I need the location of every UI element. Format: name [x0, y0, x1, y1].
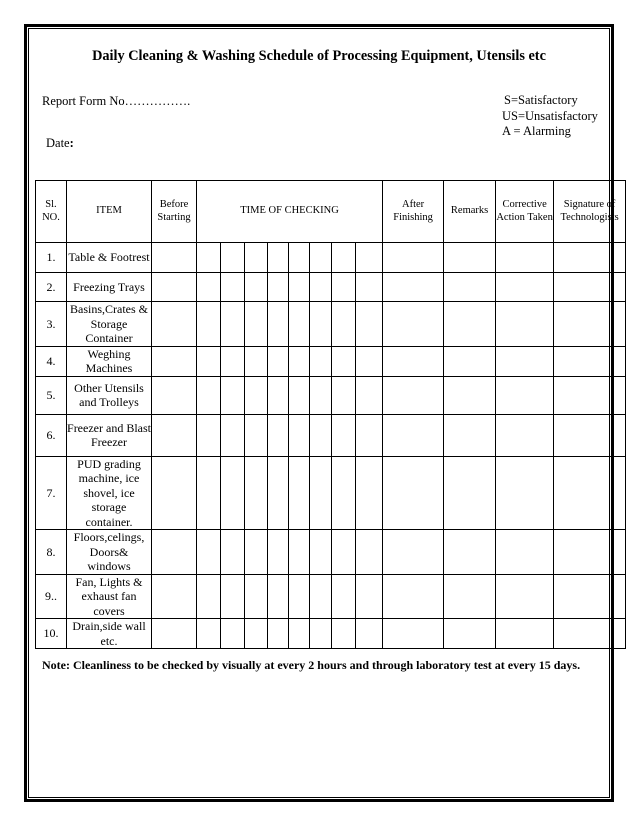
row-item: Other Utensils and Trolleys: [67, 376, 152, 414]
page-title: Daily Cleaning & Washing Schedule of Processing Equipment, Utensils etc: [92, 48, 546, 64]
time-cell[interactable]: [197, 414, 221, 456]
rating-legend: [502, 93, 598, 140]
time-cell[interactable]: [197, 376, 221, 414]
time-cell[interactable]: [268, 414, 289, 456]
time-cell[interactable]: [197, 243, 221, 273]
report-form-number: Report Form No…………….: [42, 94, 191, 108]
time-cell[interactable]: [245, 574, 268, 619]
time-cell[interactable]: [332, 619, 356, 649]
signature-cell[interactable]: [554, 574, 626, 619]
time-cell[interactable]: [197, 273, 221, 302]
corrective-cell[interactable]: [496, 243, 554, 273]
time-cell[interactable]: [356, 574, 383, 619]
time-cell[interactable]: [268, 619, 289, 649]
signature-cell[interactable]: [554, 619, 626, 649]
time-cell[interactable]: [221, 273, 245, 302]
corrective-cell[interactable]: [496, 414, 554, 456]
time-cell[interactable]: [332, 376, 356, 414]
time-cell[interactable]: [221, 376, 245, 414]
time-cell[interactable]: [310, 456, 332, 530]
row-item: Weghing Machines: [67, 346, 152, 376]
time-cell[interactable]: [197, 619, 221, 649]
corrective-cell[interactable]: [496, 530, 554, 575]
time-cell[interactable]: [221, 574, 245, 619]
remarks-cell[interactable]: [444, 302, 496, 347]
table-row: [36, 302, 626, 347]
before-cell[interactable]: [152, 243, 197, 273]
time-cell[interactable]: [197, 346, 221, 376]
time-cell[interactable]: [245, 302, 268, 347]
after-cell[interactable]: [383, 302, 444, 347]
row-item: Drain,side wall etc.: [67, 619, 152, 649]
after-cell[interactable]: [383, 243, 444, 273]
footer-note: Note: Cleanliness to be checked by visually at every 2 hours and through laboratory test at every 15 days.: [42, 658, 581, 672]
time-cell[interactable]: [268, 243, 289, 273]
time-cell[interactable]: [332, 414, 356, 456]
after-cell[interactable]: [383, 574, 444, 619]
time-cell[interactable]: [356, 619, 383, 649]
after-cell[interactable]: [383, 456, 444, 530]
time-cell[interactable]: [356, 530, 383, 575]
remarks-cell[interactable]: [444, 346, 496, 376]
time-cell[interactable]: [332, 346, 356, 376]
table-row: [36, 414, 626, 456]
time-cell[interactable]: [332, 456, 356, 530]
time-cell[interactable]: [356, 302, 383, 347]
table-row: [36, 619, 626, 649]
header-sl-no: Sl. NO.: [36, 181, 67, 243]
time-cell[interactable]: [310, 619, 332, 649]
time-cell[interactable]: [268, 530, 289, 575]
time-cell[interactable]: [245, 376, 268, 414]
time-cell[interactable]: [289, 530, 310, 575]
row-sl: 9..: [36, 574, 67, 619]
signature-cell[interactable]: [554, 376, 626, 414]
corrective-cell[interactable]: [496, 456, 554, 530]
time-cell[interactable]: [245, 456, 268, 530]
time-cell[interactable]: [332, 574, 356, 619]
before-cell[interactable]: [152, 619, 197, 649]
corrective-cell[interactable]: [496, 302, 554, 347]
row-item: Table & Footrest: [67, 243, 152, 273]
before-cell[interactable]: [152, 273, 197, 302]
after-cell[interactable]: [383, 530, 444, 575]
time-cell[interactable]: [245, 243, 268, 273]
before-cell[interactable]: [152, 376, 197, 414]
time-cell[interactable]: [310, 346, 332, 376]
time-cell[interactable]: [332, 273, 356, 302]
remarks-cell[interactable]: [444, 574, 496, 619]
remarks-cell[interactable]: [444, 456, 496, 530]
after-cell[interactable]: [383, 414, 444, 456]
time-cell[interactable]: [245, 619, 268, 649]
row-item: Basins,Crates & Storage Container: [67, 302, 152, 347]
time-cell[interactable]: [356, 273, 383, 302]
row-sl: 7.: [36, 456, 67, 530]
time-cell[interactable]: [289, 243, 310, 273]
after-cell[interactable]: [383, 273, 444, 302]
corrective-cell[interactable]: [496, 619, 554, 649]
before-cell[interactable]: [152, 346, 197, 376]
row-sl: 6.: [36, 414, 67, 456]
table-row: [36, 346, 626, 376]
time-cell[interactable]: [245, 414, 268, 456]
time-cell[interactable]: [197, 456, 221, 530]
remarks-cell[interactable]: [444, 414, 496, 456]
corrective-cell[interactable]: [496, 376, 554, 414]
time-cell[interactable]: [221, 243, 245, 273]
time-cell[interactable]: [289, 376, 310, 414]
header-item: ITEM: [67, 181, 152, 243]
row-sl: 3.: [36, 302, 67, 347]
time-cell[interactable]: [356, 376, 383, 414]
time-cell[interactable]: [310, 273, 332, 302]
time-cell[interactable]: [332, 530, 356, 575]
time-cell[interactable]: [289, 619, 310, 649]
row-sl: 1.: [36, 243, 67, 273]
time-cell[interactable]: [268, 574, 289, 619]
signature-cell[interactable]: [554, 456, 626, 530]
header-signature: Signature of Technologists: [554, 181, 626, 243]
time-cell[interactable]: [356, 243, 383, 273]
time-cell[interactable]: [289, 346, 310, 376]
corrective-cell[interactable]: [496, 346, 554, 376]
before-cell[interactable]: [152, 456, 197, 530]
table-row: [36, 530, 626, 575]
table-row: [36, 456, 626, 530]
time-cell[interactable]: [221, 414, 245, 456]
remarks-cell[interactable]: [444, 273, 496, 302]
time-cell[interactable]: [197, 574, 221, 619]
header-before-starting: Before Starting: [152, 181, 197, 243]
table-row: [36, 376, 626, 414]
time-cell[interactable]: [268, 302, 289, 347]
header-corrective-action: Corrective Action Taken: [496, 181, 554, 243]
remarks-cell[interactable]: [444, 243, 496, 273]
after-cell[interactable]: [383, 619, 444, 649]
table-header-row: [36, 181, 626, 243]
time-cell[interactable]: [289, 302, 310, 347]
time-cell[interactable]: [356, 456, 383, 530]
before-cell[interactable]: [152, 302, 197, 347]
date-field: [46, 136, 74, 151]
row-sl: 4.: [36, 346, 67, 376]
remarks-cell[interactable]: [444, 376, 496, 414]
before-cell[interactable]: [152, 530, 197, 575]
time-cell[interactable]: [221, 346, 245, 376]
time-cell[interactable]: [289, 456, 310, 530]
signature-cell[interactable]: [554, 414, 626, 456]
time-cell[interactable]: [245, 530, 268, 575]
time-cell[interactable]: [221, 619, 245, 649]
time-cell[interactable]: [221, 302, 245, 347]
time-cell[interactable]: [310, 414, 332, 456]
time-cell[interactable]: [197, 530, 221, 575]
time-cell[interactable]: [197, 302, 221, 347]
date-colon: :: [69, 136, 74, 150]
table-row: [36, 574, 626, 619]
legend-alarming: A = Alarming: [502, 124, 571, 138]
time-cell[interactable]: [245, 346, 268, 376]
time-cell[interactable]: [221, 456, 245, 530]
time-cell[interactable]: [310, 574, 332, 619]
header-remarks: Remarks: [444, 181, 496, 243]
row-sl: 2.: [36, 273, 67, 302]
time-cell[interactable]: [356, 414, 383, 456]
time-cell[interactable]: [289, 273, 310, 302]
header-after-finishing: After Finishing: [383, 181, 444, 243]
remarks-cell[interactable]: [444, 530, 496, 575]
remarks-cell[interactable]: [444, 619, 496, 649]
row-sl: 8.: [36, 530, 67, 575]
signature-cell[interactable]: [554, 273, 626, 302]
corrective-cell[interactable]: [496, 574, 554, 619]
after-cell[interactable]: [383, 346, 444, 376]
row-sl: 10.: [36, 619, 67, 649]
time-cell[interactable]: [289, 414, 310, 456]
row-item: Floors,celings, Doors& windows: [67, 530, 152, 575]
time-cell[interactable]: [310, 243, 332, 273]
table-row: [36, 273, 626, 302]
time-cell[interactable]: [310, 530, 332, 575]
row-item: PUD grading machine, ice shovel, ice storage container.: [67, 456, 152, 530]
time-cell[interactable]: [310, 376, 332, 414]
time-cell[interactable]: [310, 302, 332, 347]
time-cell[interactable]: [332, 302, 356, 347]
signature-cell[interactable]: [554, 243, 626, 273]
time-cell[interactable]: [268, 376, 289, 414]
schedule-table: [35, 180, 626, 649]
time-cell[interactable]: [332, 243, 356, 273]
row-item: Freezer and Blast Freezer: [67, 414, 152, 456]
time-cell[interactable]: [356, 346, 383, 376]
row-item: Fan, Lights & exhaust fan covers: [67, 574, 152, 619]
corrective-cell[interactable]: [496, 273, 554, 302]
legend-unsatisfactory: US=Unsatisfactory: [502, 108, 598, 123]
header-time-of-checking: TIME OF CHECKING: [197, 181, 383, 243]
before-cell[interactable]: [152, 414, 197, 456]
after-cell[interactable]: [383, 376, 444, 414]
signature-cell[interactable]: [554, 530, 626, 575]
time-cell[interactable]: [245, 273, 268, 302]
signature-cell[interactable]: [554, 346, 626, 376]
time-cell[interactable]: [221, 530, 245, 575]
before-cell[interactable]: [152, 574, 197, 619]
time-cell[interactable]: [268, 346, 289, 376]
row-item: Freezing Trays: [67, 273, 152, 302]
row-sl: 5.: [36, 376, 67, 414]
date-label: Date: [46, 136, 70, 150]
table-row: [36, 243, 626, 273]
signature-cell[interactable]: [554, 302, 626, 347]
time-cell[interactable]: [289, 574, 310, 619]
time-cell[interactable]: [268, 273, 289, 302]
time-cell[interactable]: [268, 456, 289, 530]
legend-satisfactory: S=Satisfactory: [504, 93, 578, 107]
